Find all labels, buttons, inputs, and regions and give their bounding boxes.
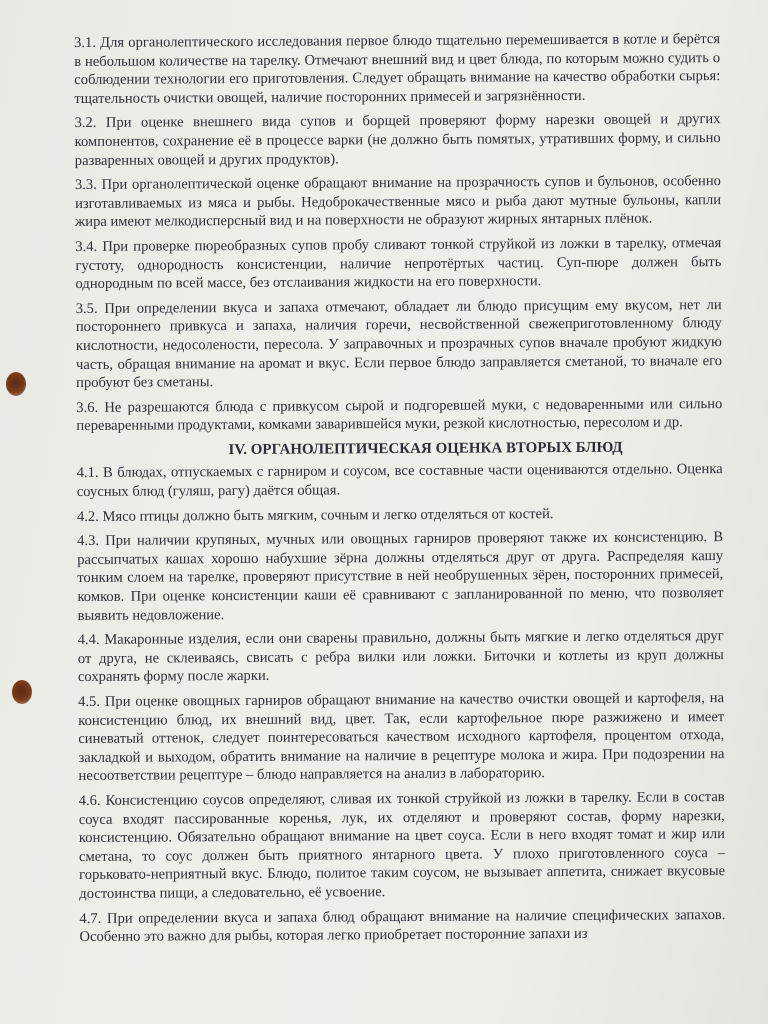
paragraph-4-4: 4.4. Макаронные изделия, если они сварены правильно, должны быть мягкие и легко отделяться друг от друга, не склеиваясь, свисать с ребра вилки или ложки. Биточки и котлеты из круп должны сохранять форму после жарки. [77,628,724,686]
paragraph-4-3: 4.3. При наличии крупяных, мучных или овощных гарниров проверяют также их консистенцию. В рассыпчатых кашах хорошо набухшие зёрна должны отделяться друг от друга. Распределяя кашу тонким слоем на тарелке, проверяют присутствие в ней необрушенных зёрен, посторонних примесей, комков. При оценке консистенции каши её сравнивают с запланированной по меню, что позволяет выявить недовложение. [77,529,724,624]
paragraph-3-6: 3.6. Не разрешаются блюда с привкусом сырой и подгоревшей муки, с недоваренными или сильно переваренными продуктами, комками заварившейся муки, резкой кислотностью, пересолом и др. [76,395,723,435]
paragraph-4-7: 4.7. При определении вкуса и запаха блюд обращают внимание на наличие специфических запахов. Особенно это важно для рыбы, которая легко приобретает посторонние запахи из [79,906,726,946]
paragraph-3-2: 3.2. При оценке внешнего вида супов и борщей проверяют форму нарезки овощей и других компонентов, сохранение её в процессе варки (не должно быть помятых, утративших форму, и сильно разваренных овощей и других продуктов). [74,111,721,169]
section-heading-iv: IV. ОРГАНОЛЕПТИЧЕСКАЯ ОЦЕНКА ВТОРЫХ БЛЮД [228,439,623,458]
paragraph-4-2: 4.2. Мясо птицы должно быть мягким, сочным и легко отделяться от костей. [76,505,554,525]
paragraph-3-4: 3.4. При проверке пюреобразных супов пробу сливают тонкой струйкой из ложки в тарелку, отмечая густоту, однородность консистенции, наличие непротёртых частиц. Суп-пюре должен быть однородным по всей массе, без отслаивания жидкости на его поверхности. [75,234,722,293]
punch-hole-top [6,372,26,396]
paragraph-4-6: 4.6. Консистенцию соусов определяют, сливая их тонкой струйкой из ложки в тарелку. Если в состав соуса входят пассированные коренья, лук, их отделяют и проверяют состав, форму нарезки, консистенцию. Обязательно обращают внимание на цвет соуса. Если в него входят томат и жир или сметана, то соус должен быть приятного янтарного цвета. У плохо приготовленного соуса – горьковато-неприятный вкус. Блюдо, политое таким соусом, не вызывает аппетита, снижает вкусовые достоинства пищи, а следовательно, её усвоение. [78,789,726,902]
paragraph-4-5: 4.5. При оценке овощных гарниров обращают внимание на качество очистки овощей и картофеля, на консистенцию блюд, их внешний вид, цвет. Так, если картофельное пюре разжижено и имеет синеватый оттенок, следует поинтересоваться качеством исходного картофеля, процентом отхода, закладкой и выходом, обратить внимание на наличие в рецептуре молока и жира. При подозрении на несоответствии рецептуре – блюдо направляется на анализ в лабораторию. [78,690,725,785]
document-text [74,30,726,953]
punch-hole-bottom [12,680,32,704]
paragraph-3-3: 3.3. При органолептической оценке обращают внимание на прозрачность супов и бульонов, особенно изготавливаемых из мяса и рыбы. Недоброкачественные мясо и рыба дают мутные бульоны, капли жира имеют мелкодисперсный вид и на поверхности не образуют жирных янтарных плёнок. [74,173,722,231]
paragraph-3-1: 3.1. Для органолептического исследования первое блюдо тщательно перемешивается в котле и берётся в небольшом количестве на тарелку. Отмечают внешний вид и цвет блюда, по которым можно судить о соблюдении технологии его приготовления. Следует обращать внимание на качество обработки сырья: тщательность очистки овощей, наличие посторонних примесей и загрязнённости. [74,31,721,107]
paragraph-4-1: 4.1. В блюдах, отпускаемых с гарниром и соусом, все составные части оцениваются отдельно. Оценка соусных блюд (гуляш, рагу) даётся общая. [76,461,723,501]
paragraph-3-5: 3.5. При определении вкуса и запаха отмечают, обладает ли блюдо присущим ему вкусом, нет ли постороннего привкуса и запаха, наличия горечи, несвойственной свежеприготовленному блюду кислотности, недосолености, пересола. У заправочных и прозрачных супов вначале пробуют жидкую часть, обращая внимание на аромат и вкус. Если первое блюдо заправляется сметаной, то вначале его пробуют без сметаны. [75,296,723,392]
